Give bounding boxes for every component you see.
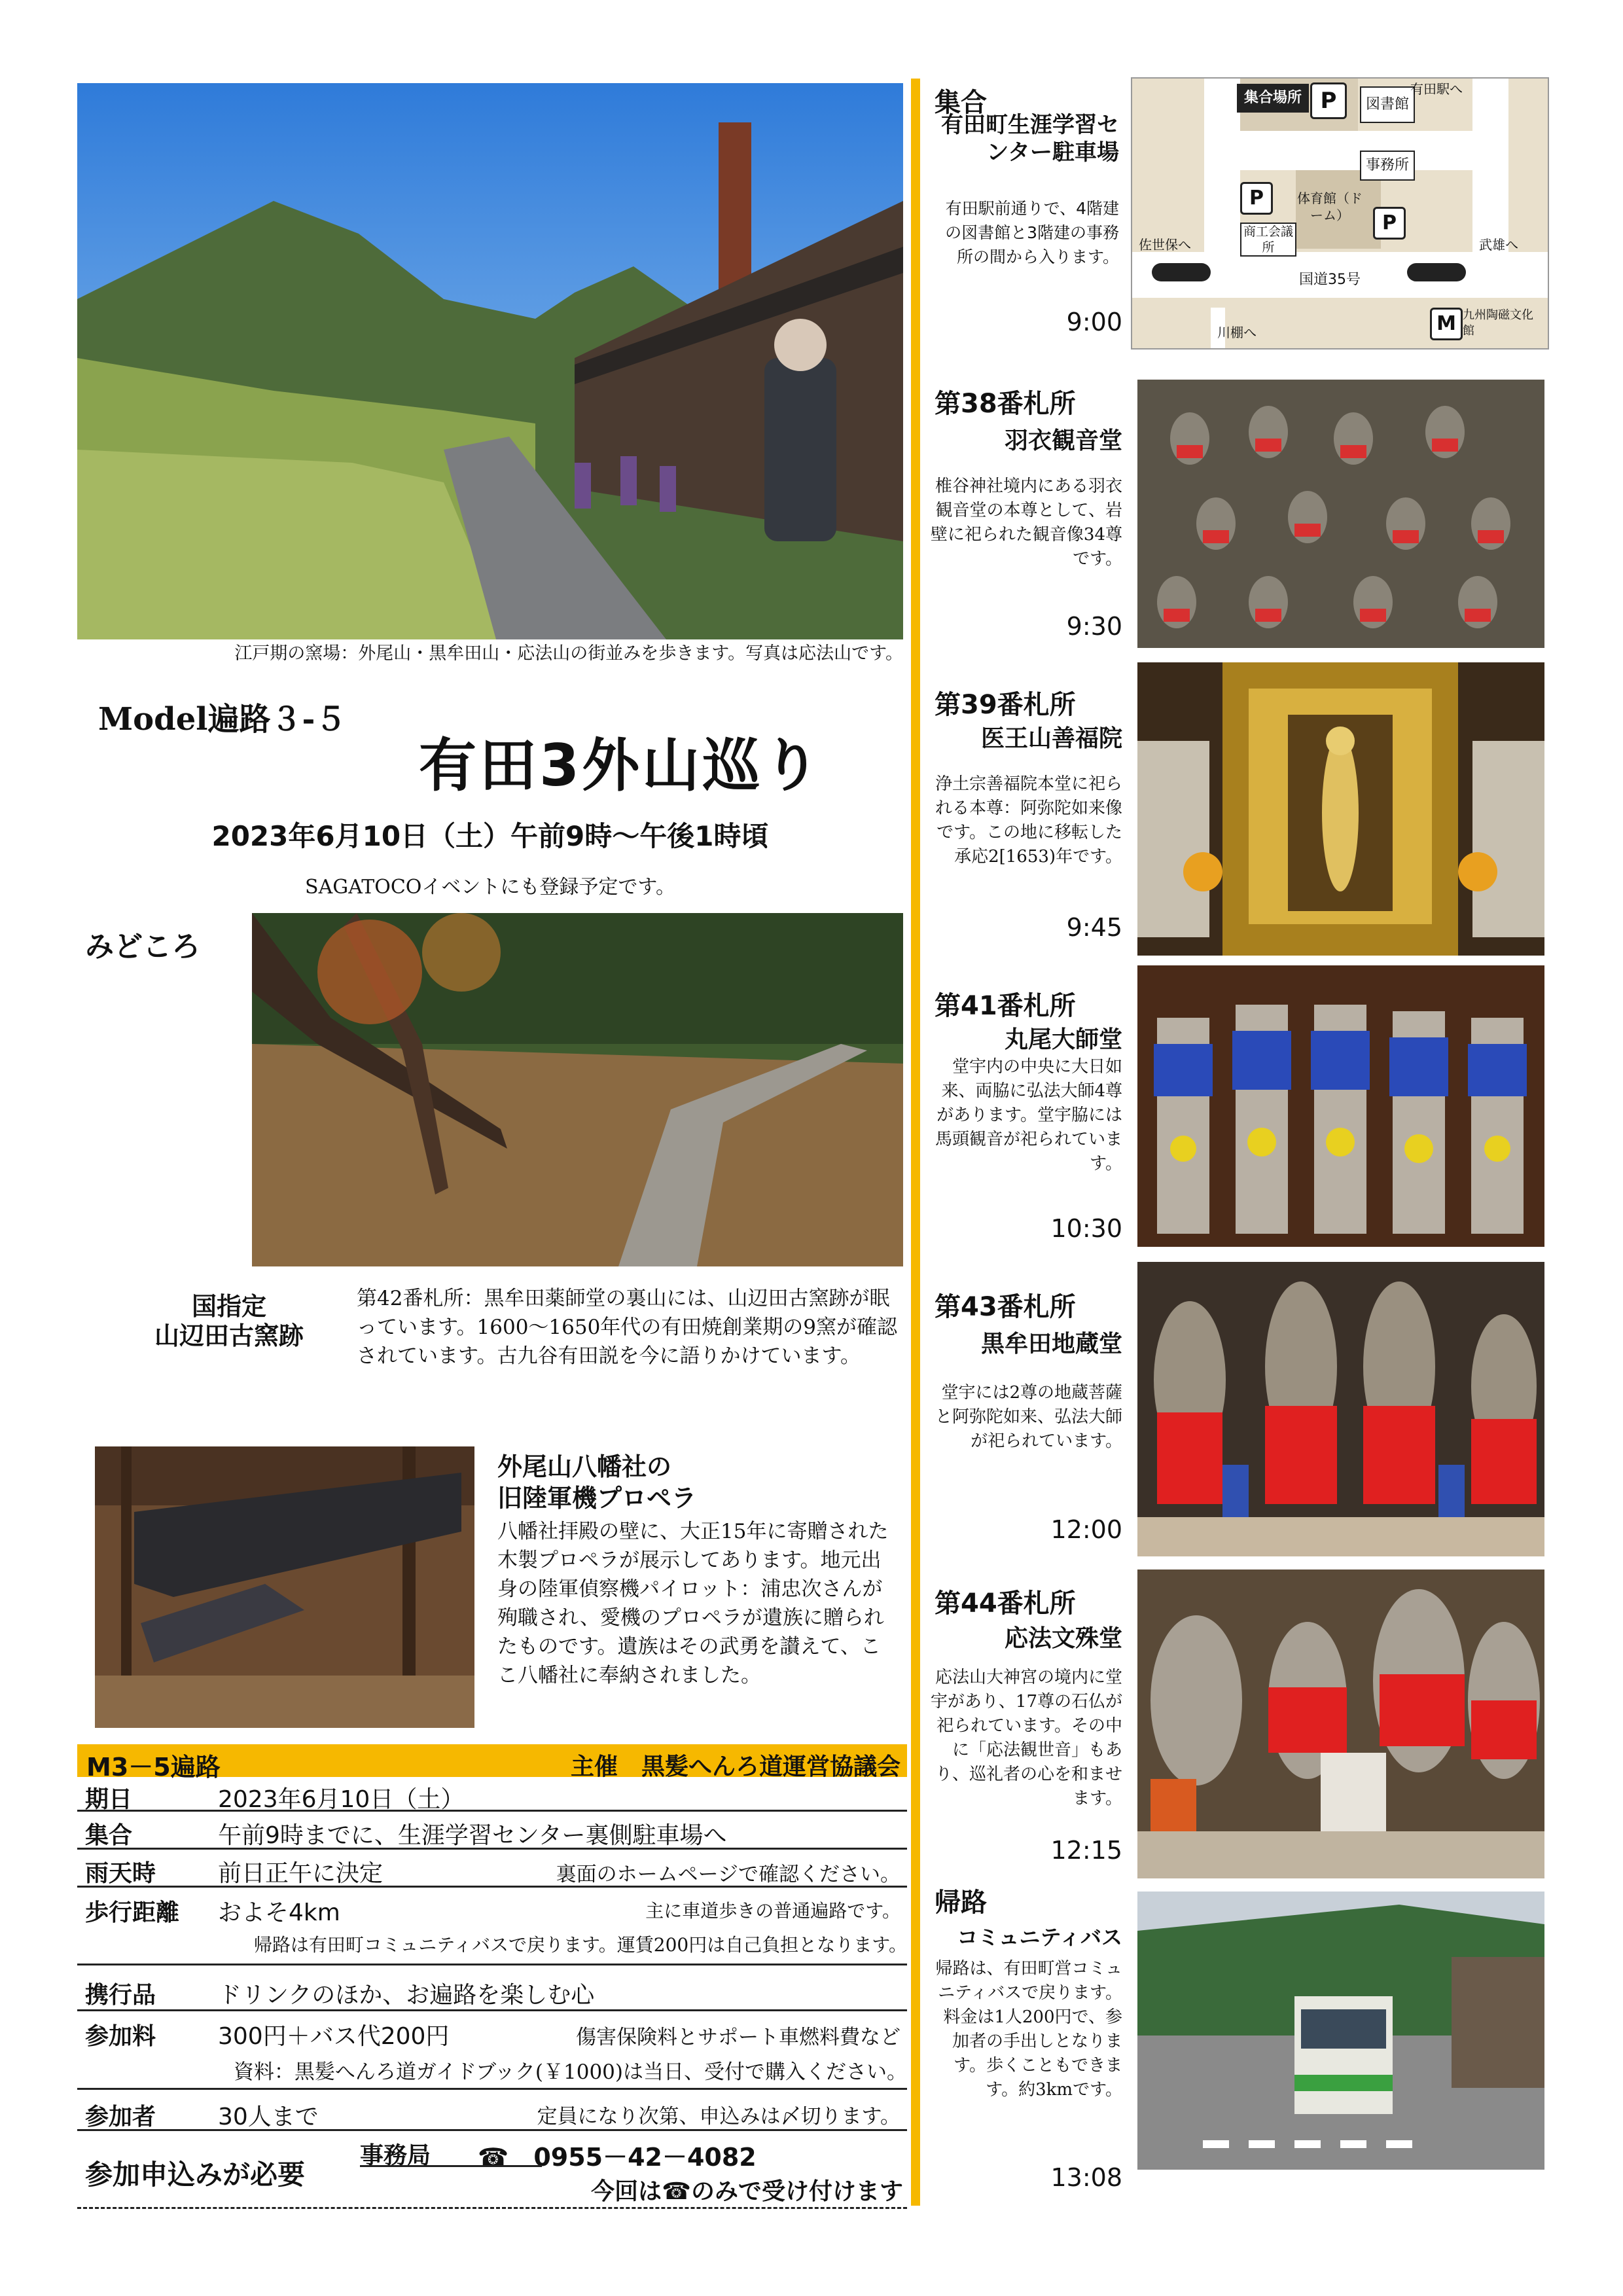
route-label: M3－5遍路 xyxy=(86,1753,221,1782)
stop44-photo xyxy=(1137,1570,1544,1878)
rain-value: 前日正午に決定 xyxy=(218,1860,383,1887)
return-heading: 帰路 xyxy=(935,1888,987,1918)
stop38-time: 9:30 xyxy=(1066,612,1122,641)
date-key: 期日 xyxy=(85,1786,133,1813)
stop43-name: 黒牟田地蔵堂 xyxy=(980,1330,1122,1357)
map-parking-icon: P xyxy=(1310,82,1347,119)
stop41-name: 丸尾大師堂 xyxy=(1004,1026,1122,1053)
stop39-name: 医王山善福院 xyxy=(980,725,1122,752)
map-to-sasebo: 佐世保へ xyxy=(1139,237,1191,253)
map-meeting-place: 集合場所 xyxy=(1237,84,1309,113)
stop38-title: 第38番札所 xyxy=(935,389,1076,419)
carry-value: ドリンクのほか、お遍路を楽しむ心 xyxy=(218,1982,595,2009)
map-gym: 体育館（ドーム） xyxy=(1297,190,1363,223)
stop43-title: 第43番札所 xyxy=(935,1292,1076,1322)
meeting-heading: 集合 xyxy=(935,88,987,118)
apply-label: 参加申込みが必要 xyxy=(85,2159,306,2191)
distance-key: 歩行距離 xyxy=(85,1899,180,1926)
stop43-photo xyxy=(1137,1262,1544,1556)
map-museum: 九州陶磁文化館 xyxy=(1463,308,1533,338)
return-bus-photo xyxy=(1137,1892,1544,2170)
phone-note: 今回は☎のみで受け付けます xyxy=(591,2178,903,2205)
meet-key: 集合 xyxy=(85,1822,133,1849)
map-parking-icon-3: P xyxy=(1373,207,1406,240)
propeller-description: 八幡社拝殿の壁に、大正15年に寄贈された木製プロペラが展示してあります。地元出身の陸軍偵察機パイロット：浦忠次さんが殉職され、愛機のプロペラが遺族に贈られたものです。遺族はその武勇を讃えて、ここ八幡社に奉納されました。 xyxy=(497,1520,889,1687)
kiln-label-1: 国指定 xyxy=(191,1291,266,1321)
map-office: 事務所 xyxy=(1360,151,1415,181)
people-key: 参加者 xyxy=(85,2104,156,2130)
stop41-desc: 堂宇内の中央に大日如来、両脇に弘法大師4尊があります。堂宇脇には馬頭観音が祀られています。 xyxy=(935,1057,1122,1174)
info-row-distance xyxy=(77,1888,907,1927)
meeting-map xyxy=(1131,77,1549,350)
event-datetime: 2023年6月10日（土）午前9時～午後1時頃 xyxy=(211,820,769,852)
meet-value: 午前9時までに、生涯学習センター裏側駐車場へ xyxy=(218,1822,727,1849)
fee-key: 参加料 xyxy=(85,2023,156,2050)
fee-note: 傷害保険料とサポート車燃料費など xyxy=(576,2026,901,2049)
stop44-time: 12:15 xyxy=(1050,1836,1122,1865)
date-value: 2023年6月10日（土） xyxy=(218,1786,465,1813)
map-parking-icon-2: P xyxy=(1240,182,1273,215)
stop39-title: 第39番札所 xyxy=(935,690,1076,720)
traffic-light-icon xyxy=(1152,263,1211,281)
people-value: 30人まで xyxy=(218,2104,319,2130)
stop39-photo xyxy=(1137,662,1544,956)
rain-key: 雨天時 xyxy=(85,1860,156,1887)
map-to-takeo: 武雄へ xyxy=(1479,237,1518,253)
fee-value: 300円＋バス代200円 xyxy=(218,2023,450,2050)
info-row-people xyxy=(77,2093,907,2131)
people-note: 定員になり次第、申込みは〆切ります。 xyxy=(537,2105,901,2128)
stop44-title: 第44番札所 xyxy=(935,1588,1076,1619)
map-library: 図書館 xyxy=(1360,86,1415,123)
stop44-name: 応法文殊堂 xyxy=(1004,1624,1122,1652)
stop41-title: 第41番札所 xyxy=(935,991,1076,1021)
model-label: Model遍路３-５ xyxy=(98,701,347,738)
stop38-photo xyxy=(1137,380,1544,648)
hero-photo-village-street xyxy=(77,83,903,639)
sagatoco-note: SAGATOCOイベントにも登録予定です。 xyxy=(305,876,675,899)
carry-key: 携行品 xyxy=(85,1982,156,2009)
info-row-rain xyxy=(77,1850,907,1888)
office-label: 事務局 xyxy=(360,2142,431,2169)
info-row-carry xyxy=(77,1970,907,2011)
stop44-desc: 応法山大神宮の境内に堂宇があり、17尊の石仏が祀られています。その中に「応法観世音」もあり、巡礼者の心を和ませます。 xyxy=(930,1668,1122,1808)
organizer: 主催 黒髪へんろ道運営協議会 xyxy=(570,1753,901,1780)
stop38-name: 羽衣観音堂 xyxy=(1004,427,1122,454)
stop43-desc: 堂宇には2尊の地蔵菩薩と阿弥陀如来、弘法大師が祀られています。 xyxy=(935,1383,1122,1451)
propeller-title-2: 旧陸軍機プロペラ xyxy=(497,1483,697,1513)
map-museum-icon: M xyxy=(1430,308,1463,340)
highlights-heading: みどころ xyxy=(85,930,200,963)
map-to-kawatana: 川棚へ xyxy=(1217,325,1257,340)
distance-value: およそ4km xyxy=(218,1899,340,1926)
stop41-photo xyxy=(1137,965,1544,1247)
return-name: コミュニティバス xyxy=(957,1925,1122,1950)
map-chamber: 商工会議所 xyxy=(1240,223,1296,257)
apply-underline xyxy=(360,2165,542,2167)
map-to-arita-station: 有田駅へ xyxy=(1410,81,1463,97)
meeting-time: 9:00 xyxy=(1066,308,1122,336)
info-row-fee xyxy=(77,2011,907,2051)
traffic-light-icon-2 xyxy=(1407,263,1466,281)
return-note: 帰路は有田町コミュニティバスで戻ります。運賃200円は自己負担となります。 xyxy=(77,1931,907,1965)
meeting-desc: 有田駅前通りで、4階建の図書館と3階建の事務所の間から入ります。 xyxy=(945,199,1119,266)
return-time: 13:08 xyxy=(1050,2163,1122,2192)
map-route35: 国道35号 xyxy=(1299,272,1361,288)
propeller-title-1: 外尾山八幡社の xyxy=(497,1452,672,1481)
event-title: 有田3外山巡り xyxy=(419,732,823,799)
distance-note: 主に車道歩きの普通遍路です。 xyxy=(645,1900,901,1922)
stop39-desc: 浄土宗善福院本堂に祀られる本尊：阿弥陀如来像です。この地に移転した承応2[1653)年です。 xyxy=(935,774,1122,867)
return-desc: 帰路は、有田町営コミュニティバスで戻ります。料金は1人200円で、参加者の手出しとなります。歩くこともできます。約3kmです。 xyxy=(935,1959,1122,2100)
stop39-time: 9:45 xyxy=(1066,913,1122,942)
propeller-photo xyxy=(95,1446,474,1728)
hero-caption: 江戸期の窯場：外尾山・黒牟田山・応法山の街並みを歩きます。写真は応法山です。 xyxy=(234,643,903,664)
meeting-place: 有田町生涯学習センター駐車場 xyxy=(941,112,1119,166)
info-row-meet xyxy=(77,1812,907,1850)
stop38-desc: 椎谷神社境内にある羽衣観音堂の本尊として、岩壁に祀られた観音像34尊です。 xyxy=(930,476,1122,569)
kiln-label-2: 山辺田古窯跡 xyxy=(154,1321,304,1350)
kiln-path-photo xyxy=(252,913,903,1266)
rain-note: 裏面のホームページで確認ください。 xyxy=(556,1863,901,1886)
stop41-time: 10:30 xyxy=(1050,1214,1122,1243)
column-divider xyxy=(911,79,920,2206)
info-header-bar xyxy=(77,1744,907,1782)
guidebook-note: 資料：黒髪へんろ道ガイドブック(￥1000)は当日、受付で購入ください。 xyxy=(77,2055,907,2090)
kiln-description: 第42番札所：黒牟田薬師堂の裏山には、山辺田古窯跡が眠っています。1600～1650年代の有田焼創業期の9窯が確認されています。古九谷有田説を今に語りかけています。 xyxy=(357,1287,898,1368)
stop43-time: 12:00 xyxy=(1050,1515,1122,1544)
phone-number: ☎ 0955－42－4082 xyxy=(478,2143,757,2172)
bottom-dashed-line xyxy=(77,2207,907,2209)
info-row-date xyxy=(77,1777,907,1812)
